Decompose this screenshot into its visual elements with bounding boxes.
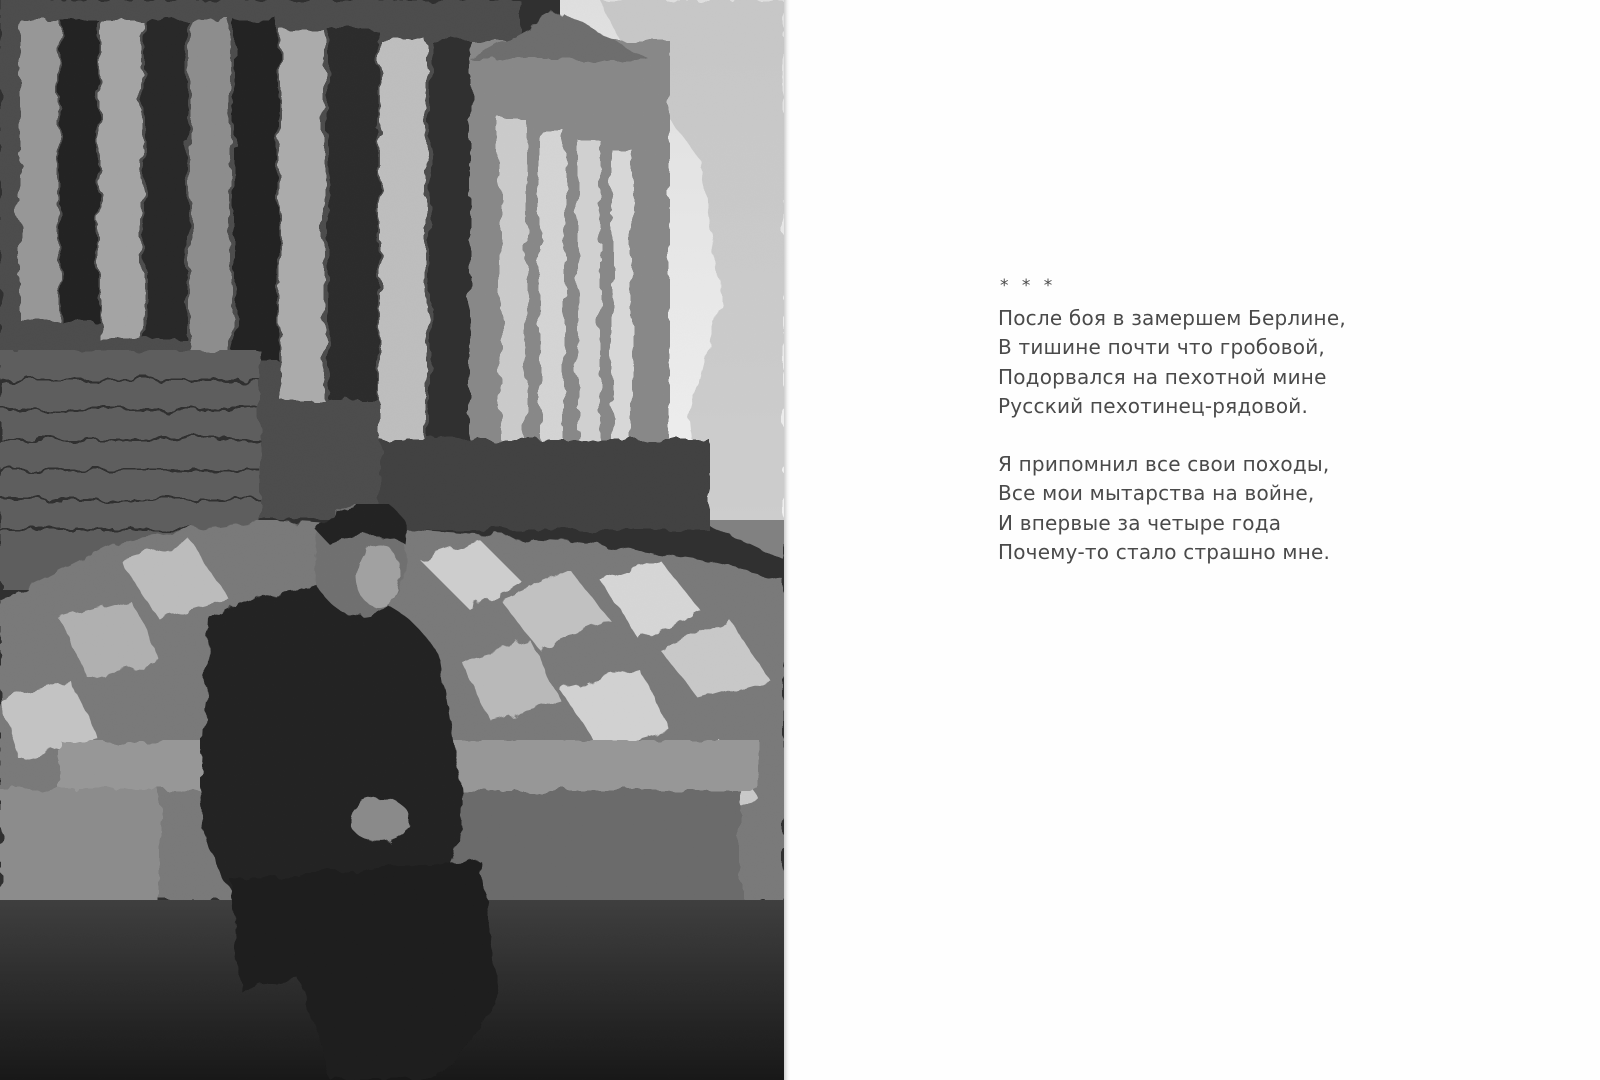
poem-line: И впервые за четыре года xyxy=(998,510,1282,535)
poem-line: В тишине почти что гробовой, xyxy=(998,335,1325,359)
stanza-2 xyxy=(998,450,1518,568)
poem-line: Подорвался на пехотной мине xyxy=(998,364,1327,389)
poem-line: Русский пехотинец-рядовой. xyxy=(998,394,1309,418)
poem xyxy=(998,272,1518,596)
poem-line: Я припомнил все свои походы, xyxy=(998,451,1330,476)
poem-line: После боя в замершем Берлине, xyxy=(998,305,1346,330)
poem-separator: * * * xyxy=(1000,276,1057,296)
poem-line: Почему-то стало страшно мне. xyxy=(998,540,1331,564)
war-ruins-photograph xyxy=(0,0,784,1080)
text-page xyxy=(790,0,1600,1080)
photo-page xyxy=(0,0,784,1080)
stanza-1 xyxy=(998,304,1518,422)
poem-line: Все мои мытарства на войне, xyxy=(998,481,1315,505)
